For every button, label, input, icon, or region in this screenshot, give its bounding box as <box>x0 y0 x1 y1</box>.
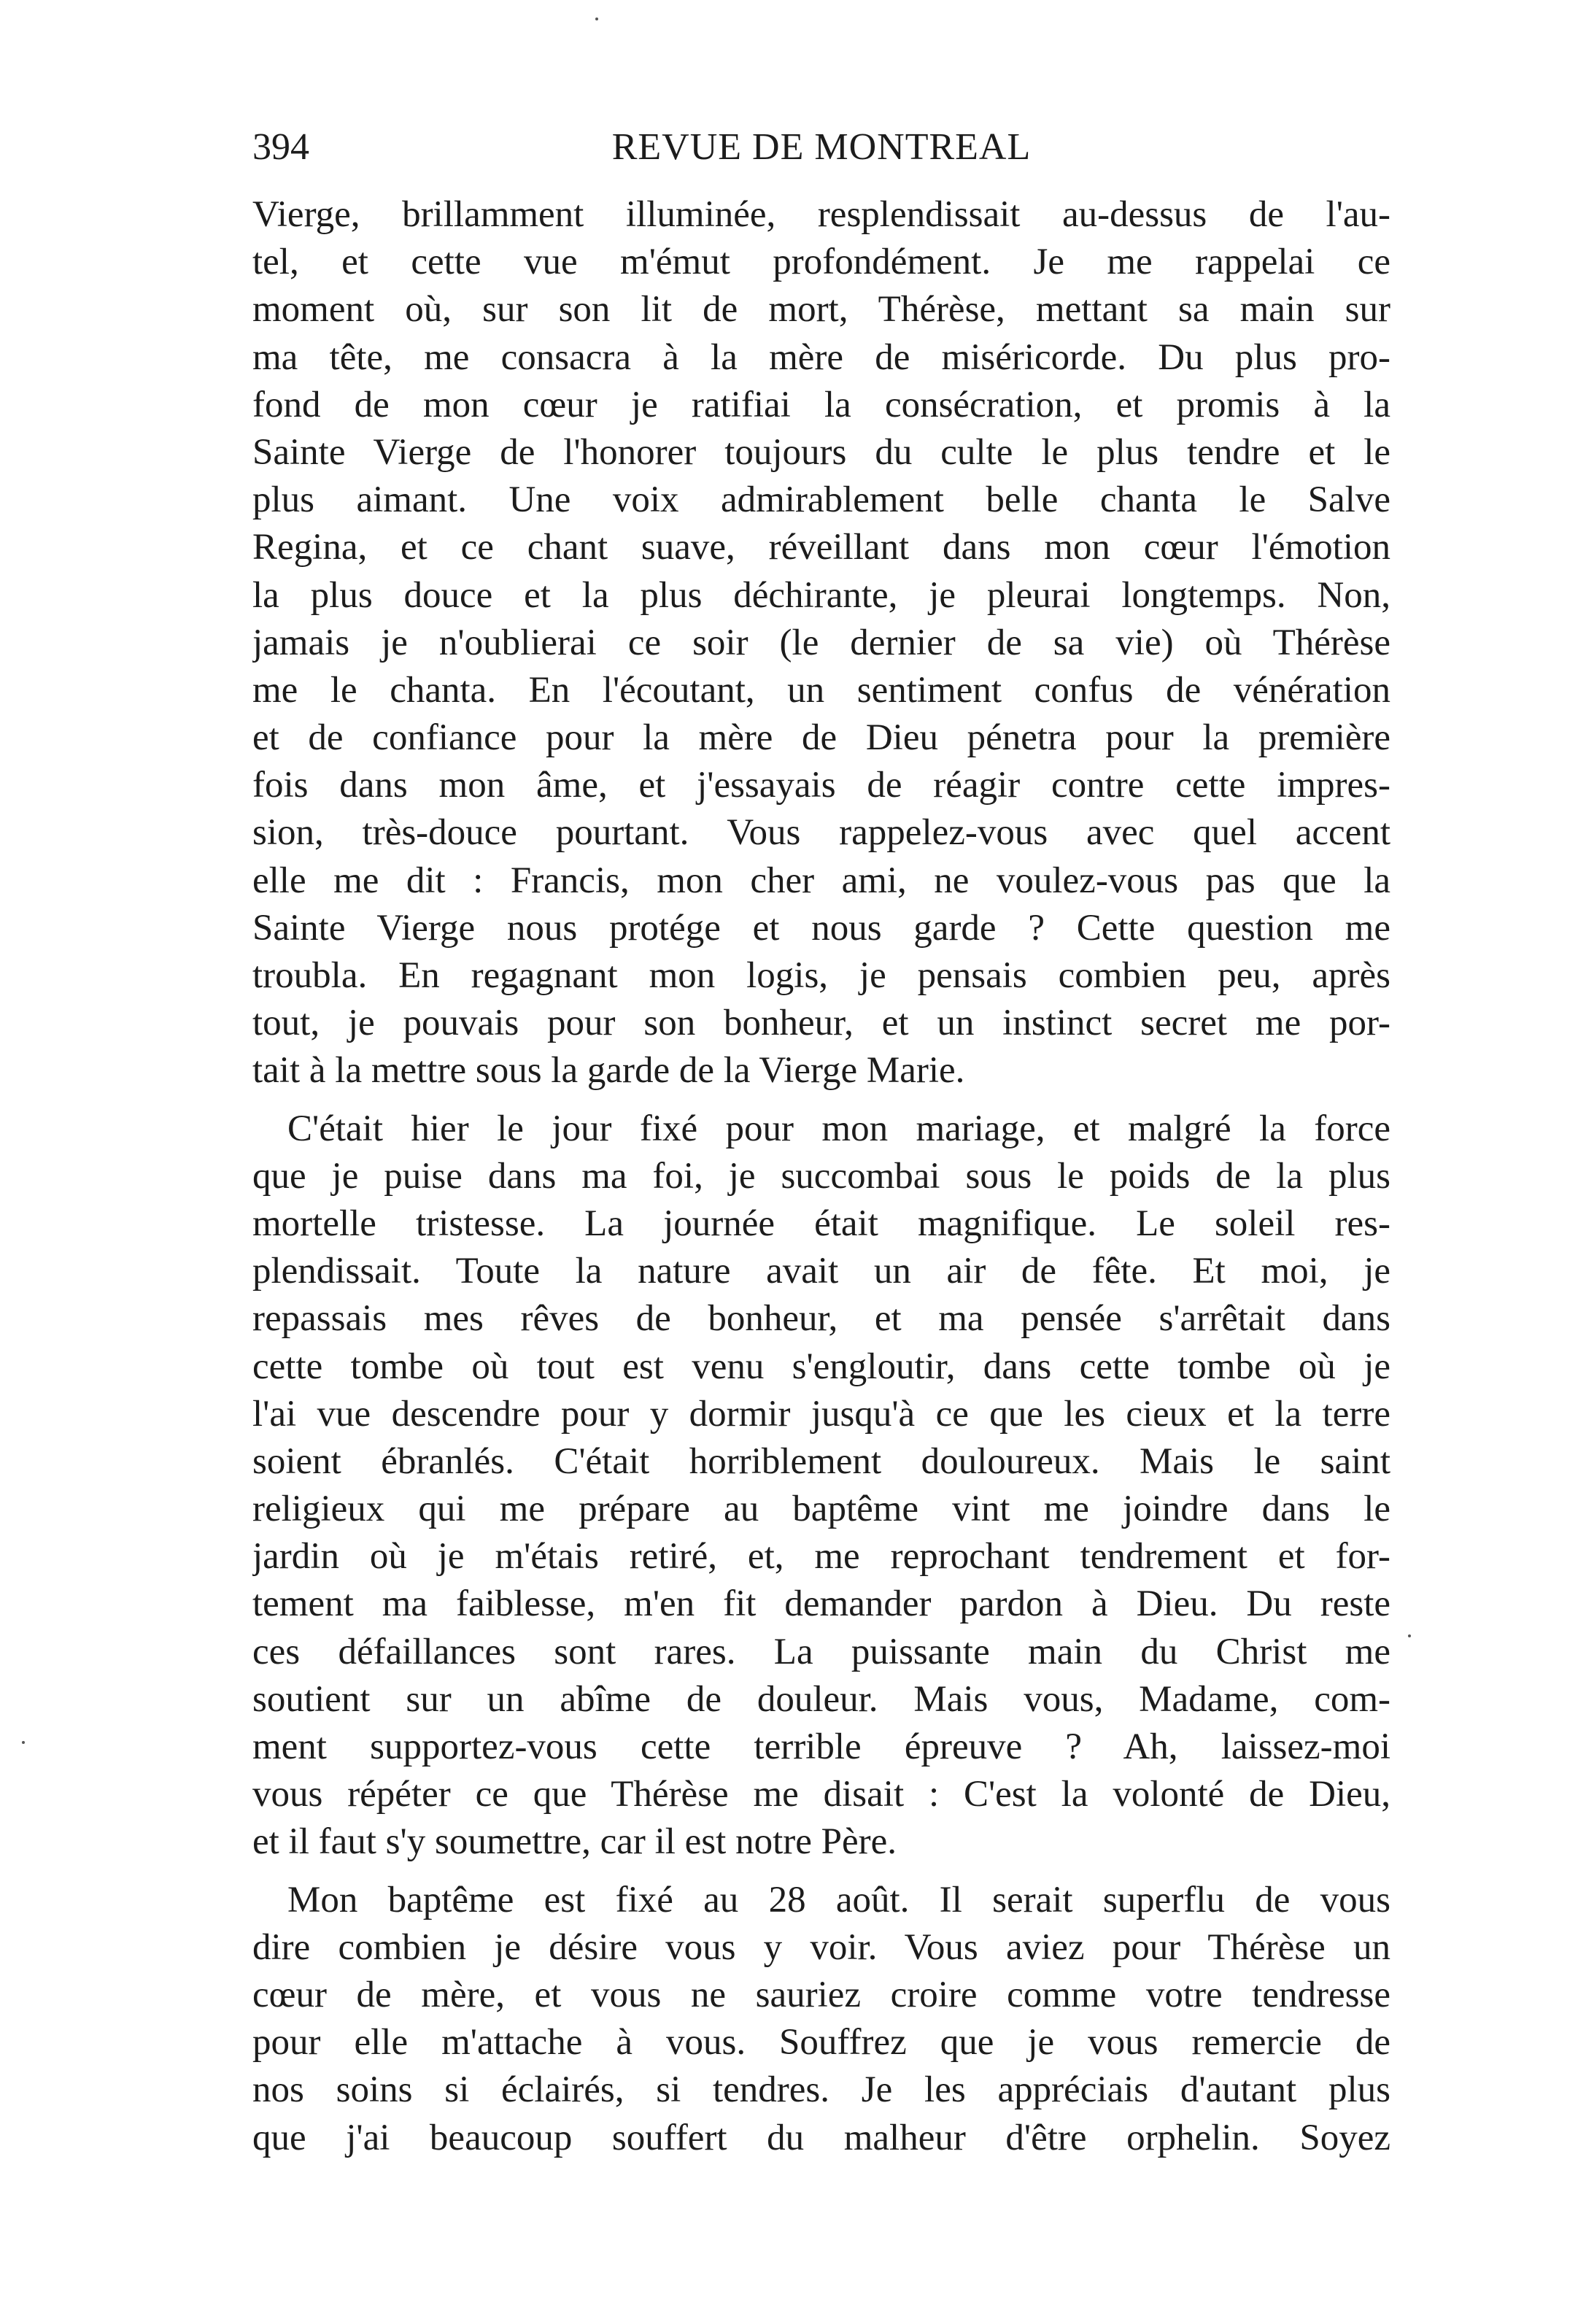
text-line: C'était hier le jour fixé pour mon mariage, et malgré la force <box>287 1108 1390 1149</box>
text-line: soutient sur un abîme de douleur. Mais vous, Madame, com- <box>252 1678 1390 1720</box>
page-header <box>252 118 1390 177</box>
text-line: me le chanta. En l'écoutant, un sentiment confus de vénération <box>252 669 1390 711</box>
paragraph-2 <box>252 1105 1390 1866</box>
scan-speck <box>1408 1634 1411 1637</box>
text-line: tel, et cette vue m'émut profondément. Je me rappelai ce <box>252 242 1390 283</box>
text-line: pour elle m'attache à vous. Souffrez que je vous remercie de <box>252 2022 1390 2064</box>
text-line: plus aimant. Une voix admirablement belle chanta le Salve <box>252 479 1390 521</box>
text-line: l'ai vue descendre pour y dormir jusqu'à ce que les cieux et la terre <box>252 1393 1390 1435</box>
scan-speck <box>595 18 598 20</box>
text-line: vous répéter ce que Thérèse me disait : C'est la volonté de Dieu, <box>252 1774 1390 1815</box>
text-line: Sainte Vierge nous protége et nous garde ? Cette question me <box>252 907 1390 949</box>
text-line: tement ma faiblesse, m'en fit demander pardon à Dieu. Du reste <box>252 1583 1390 1625</box>
page-number: 394 <box>252 126 309 168</box>
text-line: troubla. En regagnant mon logis, je pensais combien peu, après <box>252 955 1390 996</box>
text-line: ment supportez-vous cette terrible épreuve ? Ah, laissez-moi <box>252 1726 1390 1767</box>
text-line: plendissait. Toute la nature avait un air de fête. Et moi, je <box>252 1251 1390 1292</box>
text-line: cœur de mère, et vous ne sauriez croire comme votre tendresse <box>252 1974 1390 2015</box>
text-line: dire combien je désire vous y voir. Vous aviez pour Thérèse un <box>252 1926 1390 1968</box>
text-line: soient ébranlés. C'était horriblement douloureux. Mais le saint <box>252 1440 1390 1482</box>
text-line: tait à la mettre sous la garde de la Vierge Marie. <box>252 1050 965 1092</box>
text-line: jardin où je m'étais retiré, et, me reprochant tendrement et for- <box>252 1536 1390 1578</box>
text-line: tout, je pouvais pour son bonheur, et un instinct secret me por- <box>252 1003 1390 1044</box>
paragraph-3 <box>252 1877 1390 2162</box>
text-line: jamais je n'oublierai ce soir (le dernier de sa vie) où Thérèse <box>252 622 1390 663</box>
text-line: elle me dit : Francis, mon cher ami, ne voulez-vous pas que la <box>252 860 1390 901</box>
text-line: et il faut s'y soumettre, car il est notre Père. <box>252 1821 897 1863</box>
text-line: la plus douce et la plus déchirante, je pleurai longtemps. Non, <box>252 574 1390 616</box>
text-line: Regina, et ce chant suave, réveillant dans mon cœur l'émotion <box>252 527 1390 568</box>
text-line: moment où, sur son lit de mort, Thérèse, mettant sa main sur <box>252 289 1390 331</box>
text-line: nos soins si éclairés, si tendres. Je les appréciais d'autant plus <box>252 2069 1390 2111</box>
text-line: fond de mon cœur je ratifiai la consécration, et promis à la <box>252 384 1390 425</box>
text-line: et de confiance pour la mère de Dieu pénetra pour la première <box>252 717 1390 759</box>
text-line: que j'ai beaucoup souffert du malheur d'être orphelin. Soyez <box>252 2117 1390 2158</box>
text-line: Sainte Vierge de l'honorer toujours du culte le plus tendre et le <box>252 431 1390 473</box>
paragraph-1 <box>252 191 1390 1095</box>
body-text <box>252 191 1390 2162</box>
text-line: ma tête, me consacra à la mère de miséricorde. Du plus pro- <box>252 336 1390 378</box>
running-title: REVUE DE MONTREAL <box>611 126 1032 168</box>
text-line: cette tombe où tout est venu s'engloutir, dans cette tombe où je <box>252 1346 1390 1387</box>
text-line: repassais mes rêves de bonheur, et ma pensée s'arrêtait dans <box>252 1298 1390 1340</box>
text-line: Mon baptême est fixé au 28 août. Il serait superflu de vous <box>287 1879 1390 1920</box>
text-line: religieux qui me prépare au baptême vint me joindre dans le <box>252 1489 1390 1530</box>
scan-speck <box>22 1741 25 1744</box>
text-line: fois dans mon âme, et j'essayais de réagir contre cette impres- <box>252 765 1390 806</box>
text-line: ces défaillances sont rares. La puissante main du Christ me <box>252 1631 1390 1672</box>
text-line: Vierge, brillamment illuminée, resplendissait au-dessus de l'au- <box>252 194 1390 235</box>
text-line: que je puise dans ma foi, je succombai sous le poids de la plus <box>252 1155 1390 1197</box>
text-line: sion, très-douce pourtant. Vous rappelez-vous avec quel accent <box>252 812 1390 854</box>
text-line: mortelle tristesse. La journée était magnifique. Le soleil res- <box>252 1202 1390 1244</box>
